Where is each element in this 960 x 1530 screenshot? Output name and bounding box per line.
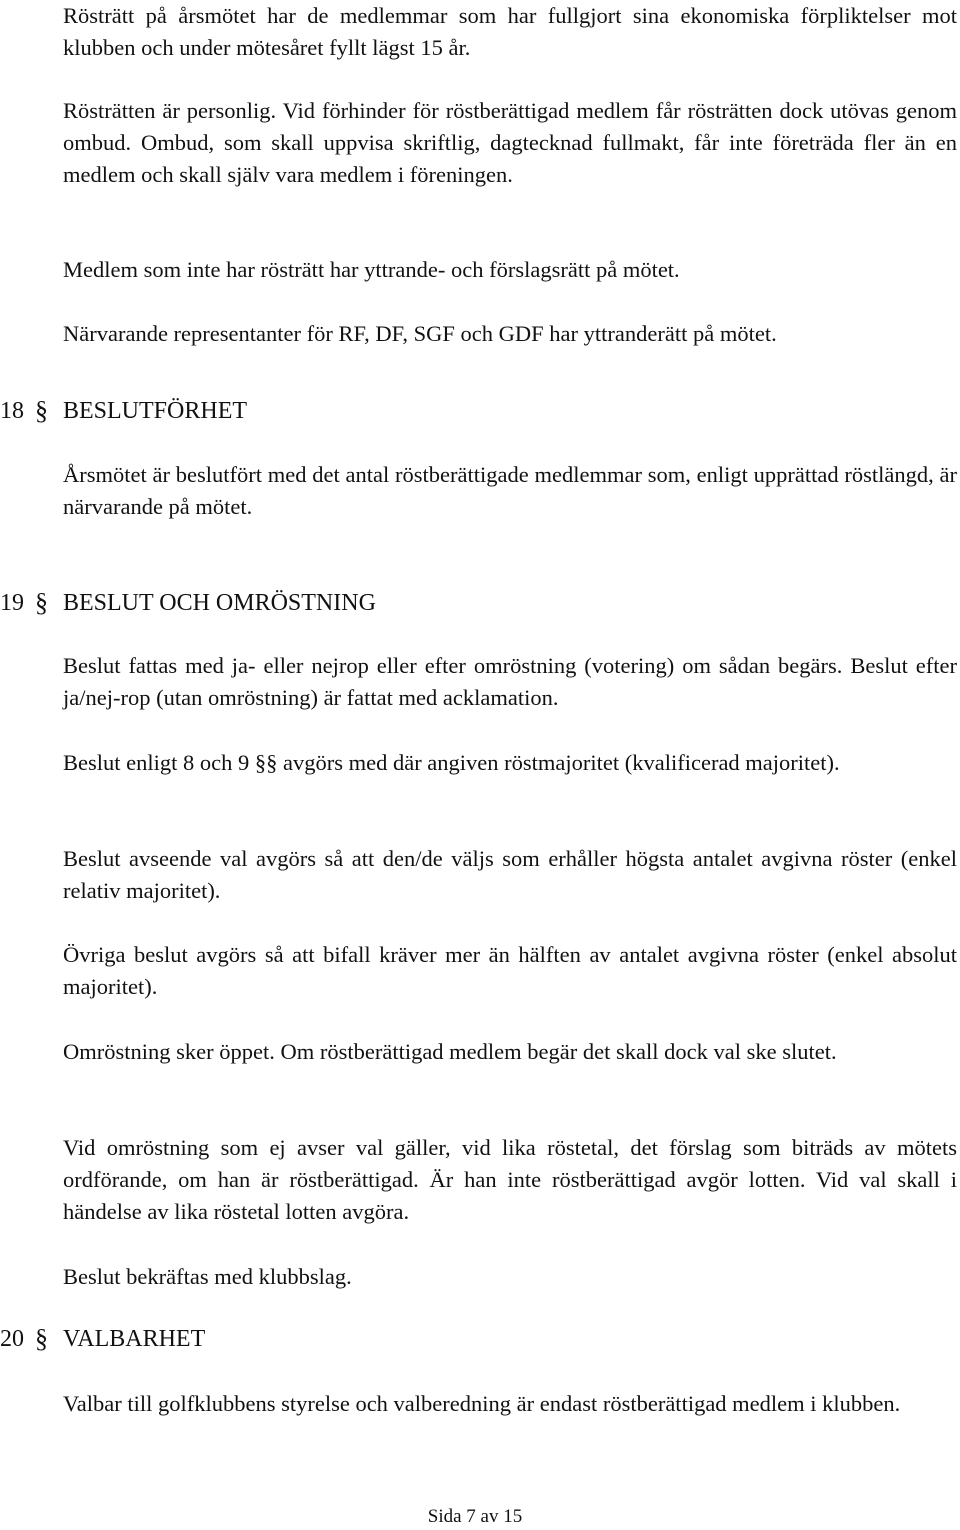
page-number-footer: Sida 7 av 15 — [427, 1506, 523, 1527]
paragraph-tie-votes: Vid omröstning som ej avser val gäller, vid lika röstetal, det förslag som biträds av mötets ordförande, om han är röstberättigad. Är han inte röstberättigad avgör lotten. Vid val skall i händelse av lika röstetal lotten avgöra. — [63, 1135, 957, 1224]
paragraph-gavel: Beslut bekräftas med klubbslag. — [63, 1264, 352, 1289]
section-number: 18 — [0, 398, 24, 424]
paragraph-decisions: Beslut fattas med ja- eller nejrop eller efter omröstning (votering) om sådan begärs. Beslut efter ja/nej-rop (utan omröstning) är fattat med acklamation. — [63, 653, 957, 710]
paragraph-relative-majority: Beslut avseende val avgörs så att den/de väljs som erhåller högsta antalet avgivna röster (enkel relativ majoritet). — [63, 846, 957, 903]
section-symbol: § — [35, 1324, 48, 1353]
paragraph-absolute-majority: Övriga beslut avgörs så att bifall kräver mer än hälften av antalet avgivna röster (enkel absolut majoritet). — [63, 942, 957, 999]
section-title: BESLUT OCH OMRÖSTNING — [63, 590, 376, 616]
section-title: BESLUTFÖRHET — [63, 398, 248, 424]
paragraph-representatives: Närvarande representanter för RF, DF, SGF och GDF har yttranderätt på mötet. — [63, 321, 777, 346]
paragraph-open-voting: Omröstning sker öppet. Om röstberättigad medlem begär det skall dock val ske slutet. — [63, 1039, 837, 1064]
paragraph-voting-rights: Rösträtt på årsmötet har de medlemmar som har fullgjort sina ekonomiska förpliktelser mot klubben och under mötesåret fyllt lägst 15 år. — [63, 3, 957, 60]
paragraph-eligibility: Valbar till golfklubbens styrelse och valberedning är endast röstberättigad medlem i klubben. — [63, 1391, 901, 1416]
section-title: VALBARHET — [63, 1326, 206, 1352]
paragraph-quorum: Årsmötet är beslutfört med det antal röstberättigade medlemmar som, enligt upprättad röstlängd, är närvarande på mötet. — [63, 462, 957, 519]
section-number: 20 — [0, 1326, 24, 1352]
section-number: 19 — [0, 590, 24, 616]
section-symbol: § — [35, 396, 48, 425]
paragraph-qualified-majority: Beslut enligt 8 och 9 §§ avgörs med där angiven röstmajoritet (kvalificerad majoritet). — [63, 750, 840, 775]
section-symbol: § — [35, 588, 48, 617]
paragraph-proxy: Rösträtten är personlig. Vid förhinder för röstberättigad medlem får rösträtten dock utövas genom ombud. Ombud, som skall uppvisa skriftlig, dagtecknad fullmakt, får inte företräda fler än en medlem och skall själv vara medlem i föreningen. — [63, 98, 957, 187]
paragraph-speaking-rights: Medlem som inte har rösträtt har yttrande- och förslagsrätt på mötet. — [63, 257, 680, 282]
